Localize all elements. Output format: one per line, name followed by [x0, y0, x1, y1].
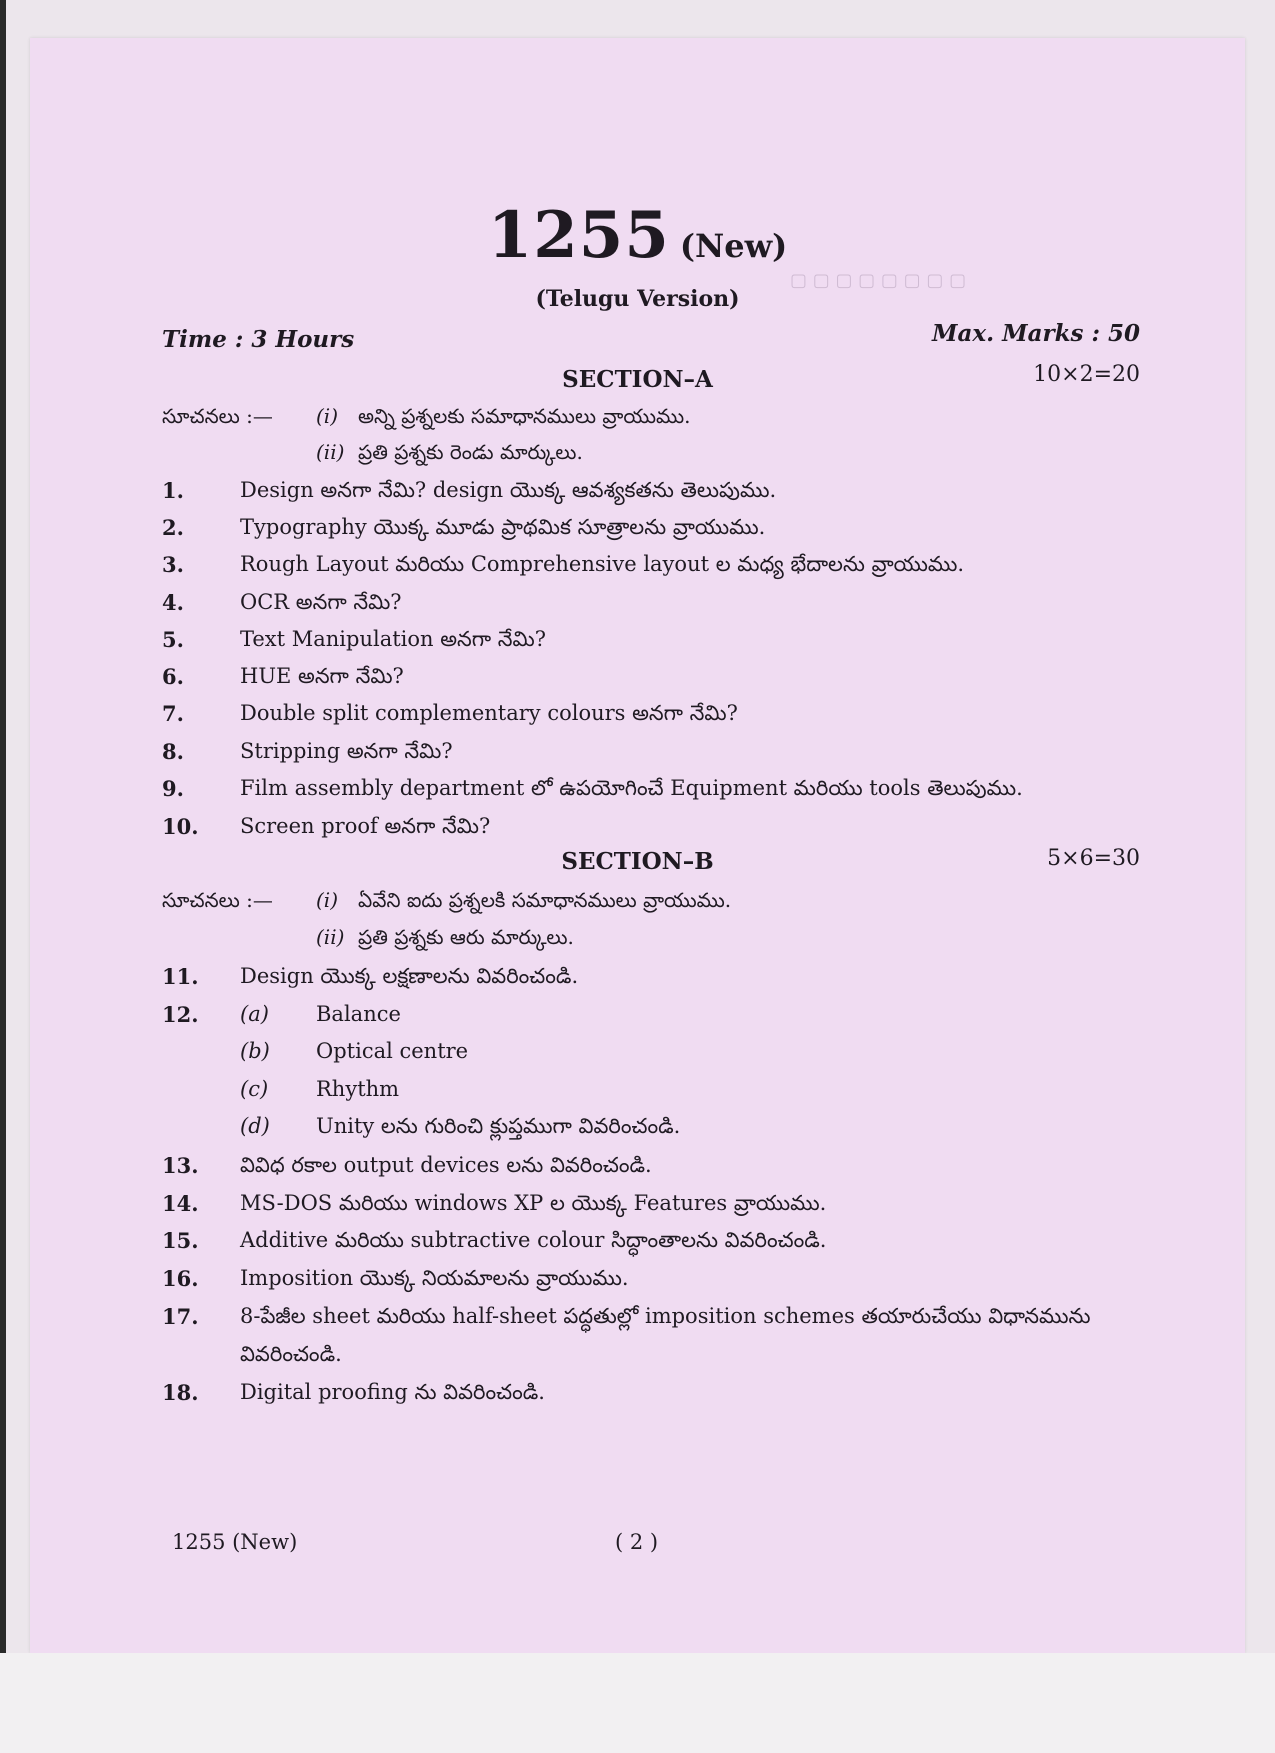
question-text: Typography యొక్క మూడు ప్రాథమిక సూత్రాలను వ్రాయుము. [240, 515, 766, 539]
question-text: Imposition యొక్క నియమాలను వ్రాయుము. [240, 1266, 629, 1290]
question-number: 3. [162, 552, 184, 577]
question-number: 12. [162, 1002, 199, 1027]
paper-title [0, 198, 1275, 273]
part-label: (a) [240, 1002, 269, 1026]
question-number: 5. [162, 627, 184, 652]
part-label: (d) [240, 1114, 270, 1138]
question-number: 2. [162, 515, 184, 540]
scan-background [0, 1653, 1275, 1753]
question-text: Additive మరియు subtractive colour సిద్ధాంతాలను వివరించండి. [240, 1228, 827, 1252]
part-label: (b) [240, 1039, 270, 1063]
question-text-line-2: వివరించండి. [240, 1342, 342, 1366]
section-a-heading: SECTION–A [562, 366, 713, 393]
question-number: 10. [162, 814, 199, 839]
footer-paper-code: 1255 (New) [172, 1530, 298, 1554]
question-text: Film assembly department లో ఉపయోగించే Equipment మరియు tools తెలుపుము. [240, 776, 1023, 800]
question-number: 17. [162, 1304, 199, 1329]
section-a-marks: 10×2=20 [1033, 362, 1140, 387]
instructions-label: సూచనలు :— [162, 404, 273, 428]
question-number: 4. [162, 590, 184, 615]
question-text: Screen proof అనగా నేమి? [240, 814, 491, 838]
question-number: 1. [162, 478, 184, 503]
paper-tag: (New) [679, 227, 788, 265]
instruction-text: అన్ని ప్రశ్నలకు సమాధానములు వ్రాయుము. [358, 404, 691, 428]
question-number: 16. [162, 1266, 199, 1291]
question-number: 11. [162, 964, 199, 989]
question-text-line-1: 8-పేజీల sheet మరియు half-sheet పద్ధతుల్లో imposition schemes తయారుచేయు విధానమును [240, 1304, 1091, 1328]
question-number: 15. [162, 1228, 199, 1253]
part-text: Optical centre [316, 1039, 469, 1063]
question-text: Stripping అనగా నేమి? [240, 739, 453, 763]
section-b-marks: 5×6=30 [1047, 846, 1140, 871]
part-text: Rhythm [316, 1077, 400, 1101]
footer-page-number: ( 2 ) [615, 1530, 659, 1554]
instruction-number: (i) [316, 404, 339, 428]
instruction-number: (ii) [316, 440, 345, 464]
part-text: Balance [316, 1002, 401, 1026]
instruction-text: ఏవేని ఐదు ప్రశ్నలకి సమాధానములు వ్రాయుము. [358, 888, 732, 912]
question-text: Rough Layout మరియు Comprehensive layout ల మధ్య భేదాలను వ్రాయుము. [240, 552, 965, 576]
section-a-instruction-2 [316, 440, 583, 469]
part-text: Unity లను గురించి క్లుప్తముగా వివరించండి. [316, 1114, 681, 1138]
instruction-number: (i) [316, 888, 339, 912]
question-text: Design అనగా నేమి? design యొక్క ఆవశ్యకతను తెలుపుము. [240, 478, 777, 502]
question-text: Double split complementary colours అనగా నేమి? [240, 701, 738, 725]
question-number: 8. [162, 739, 184, 764]
instruction-text: ప్రతి ప్రశ్నకు రెండు మార్కులు. [358, 440, 583, 464]
question-text: Design యొక్క లక్షణాలను వివరించండి. [240, 964, 579, 988]
question-number: 6. [162, 664, 184, 689]
time-label: Time : 3 Hours [162, 326, 355, 353]
section-b-instruction-2 [316, 925, 574, 954]
show-through-text: ▢ ▢ ▢ ▢ ▢ ▢ ▢ ▢ [790, 270, 967, 291]
section-b-instruction-1 [162, 888, 731, 917]
question-text: Text Manipulation అనగా నేమి? [240, 627, 547, 651]
question-number: 18. [162, 1380, 199, 1405]
question-number: 14. [162, 1191, 199, 1216]
instruction-text: ప్రతి ప్రశ్నకు ఆరు మార్కులు. [358, 925, 574, 949]
question-number: 13. [162, 1153, 199, 1178]
instructions-label: సూచనలు :— [162, 888, 273, 912]
question-text: Digital proofing ను వివరించండి. [240, 1380, 545, 1404]
instruction-number: (ii) [316, 925, 345, 949]
version-label: (Telugu Version) [535, 286, 740, 312]
question-number: 7. [162, 701, 184, 726]
question-text: HUE అనగా నేమి? [240, 664, 404, 688]
section-a-instruction-1 [162, 404, 690, 433]
question-number: 9. [162, 776, 184, 801]
paper-code: 1255 [487, 198, 670, 273]
section-b-heading: SECTION–B [561, 848, 714, 875]
part-label: (c) [240, 1077, 269, 1101]
question-text: MS-DOS మరియు windows XP ల యొక్క Features వ్రాయుము. [240, 1191, 827, 1215]
question-text: వివిధ రకాల output devices లను వివరించండి. [240, 1153, 652, 1177]
question-text: OCR అనగా నేమి? [240, 590, 402, 614]
max-marks-label: Max. Marks : 50 [932, 320, 1140, 347]
